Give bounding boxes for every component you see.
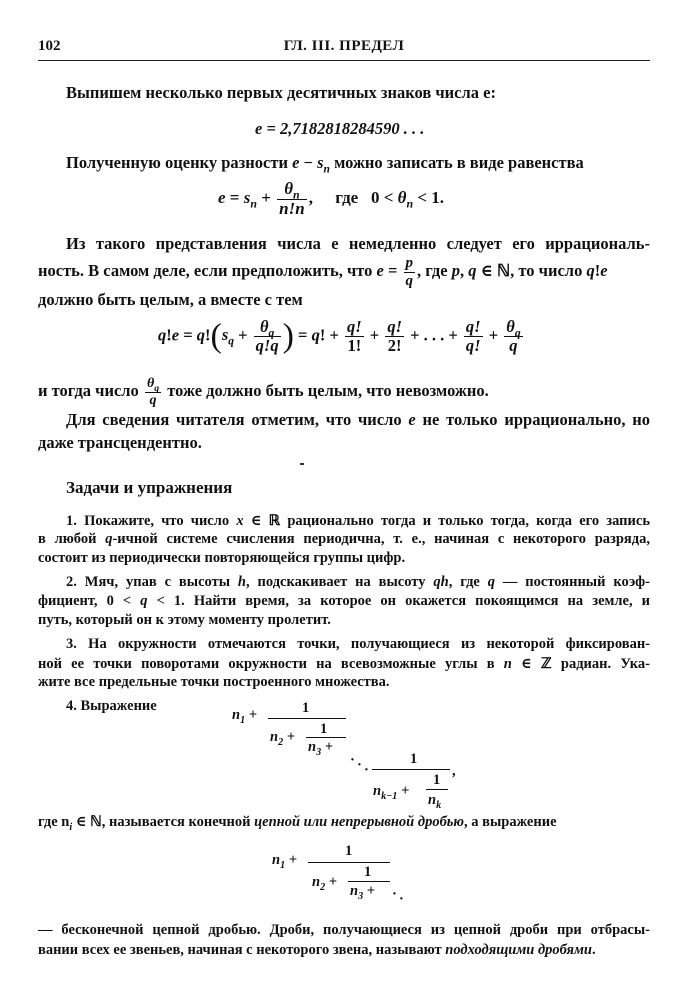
fraction-theta-n: $\frac{\theta_n}{n!n}$ xyxy=(279,179,305,218)
exercise-1-line-2: в любой q-ичной системе счисления периодична, т. е., начиная с некоторого разряда, xyxy=(38,531,650,547)
term-continued-fraction: непрерывной дробью xyxy=(330,814,465,830)
chapter-title: ГЛ. III. ПРЕДЕЛ xyxy=(283,38,405,54)
paragraph-1: Выпишем несколько первых десятичных знаков числа e: xyxy=(66,83,496,102)
exercise-3-line-3: жите все предельные точки построенного множества. xyxy=(38,674,390,690)
term-chain-fraction: цепной xyxy=(254,814,301,830)
equation-q-factorial-e: $q!e = q!(s_q$ + $\frac{\theta_q}{q!q}$ ) = q! + $\frac{q!}{1!}$ + $\frac{q!}{2!}$ + . . . + $\frac{q!}{q!}$ + $\frac{\theta_q}{q}$ xyxy=(158,317,521,356)
book-page: 102 ГЛ. III. ПРЕДЕЛ Выпишем несколько первых десятичных знаков числа e: e = 2,7182818284590 . . . Полученную оценку разности $e - s_n$ можно записать в виде равенства $e = s_n$ + $\frac{\theta_n}{n!n}$ , где $0 < \theta_n < 1$. Из такого представления числа e немедленно следует его иррациональ- ность. В самом деле, если предположить, что e = $\frac{p}{q}$ , где p, q ∈ ℕ, то число q!e должно быть целым, а вместе с тем $q!e = q!(s_q$ + $\frac{\theta_q}{q!q}$ ) = q! + $\frac{q!}{1!}$ + $\frac{q!}{2!}$ + . . . + $\frac{q!}{q!}$ + $\frac{\theta_q}{q}$ и тогда число $\frac{\theta_q}{q}$ тоже должно быть целым, что невозможно. Для сведения читателя отметим, что число e не только иррационально, но даже трансцендентно. Задачи и упражнения 1. Покажите, что число x ∈ ℝ рационально тогда и только тогда, когда его запись в любой q-ичной системе счисления периодична, т. е., начиная с некоторого разряда, состоит из периодически повторяющейся группы цифр. 2. Мяч, упав с высоты h, подскакивает на высоту qh, где q — постоянный коэф- фициент, 0 < q < 1. Найти время, за которое он окажется покоящимся на земле, и путь, который он к этому моменту пролетит. 3. На окружности отмечаются точки, получающиеся из некоторой фиксирован- ной ее точки поворотами окружности на всевозможные углы в n ∈ ℤ радиан. Ука- жите все предельные точки построенного множества. 4. Выражение $n_1$ + 1 $n_2$ + 1 $n_3$ + · · · 1 $n_{k-1}$ + 1 $n_k$ , где $n_i$ ∈ ℕ, называется конечной цепной или непрерывной дробью, а выражение $n_1$ + 1 $n_2$ + 1 $n_3$ + · · — бесконечной цепной дробью. Дроби, получающиеся из цепной дроби при отбрасы- вании всех ее звеньев, начиная с некоторого звена, называют подходящими дробями. xyxy=(38,38,651,958)
paragraph-5-line-1: Для сведения читателя отметим, что число e не только иррационально, но xyxy=(66,410,650,429)
paragraph-3-line-1: Из такого представления числа e немедленно следует его иррациональ- xyxy=(66,234,650,253)
exercise-2-line-3: путь, который он к этому моменту пролетит. xyxy=(38,612,331,628)
exercise-1-line-3: состоит из периодически повторяющейся группы цифр. xyxy=(38,550,406,566)
print-speck xyxy=(300,463,304,465)
exercise-2-line-2: фициент, 0 < q < 1. Найти время, за которое он окажется покоящимся на земле, и xyxy=(38,593,650,609)
equation-remainder: $e = s_n$ + $\frac{\theta_n}{n!n}$ , где $0 < \theta_n < 1$. xyxy=(218,179,445,218)
paragraph-2: Полученную оценку разности $e - s_n$ можно записать в виде равенства xyxy=(66,153,584,176)
term-convergents: подходящими дробями xyxy=(445,942,592,958)
page-number: 102 xyxy=(38,38,61,54)
exercise-4-last-line-2: вании всех ее звеньев, начиная с некоторого звена, называют подходящими дробями. xyxy=(38,942,596,958)
paragraph-3-line-2: ность. В самом деле, если предположить, что e = $\frac{p}{q}$ , где p, q ∈ ℕ, то число q!e xyxy=(38,255,608,289)
exercise-3-line-1: 3. На окружности отмечаются точки, получающиеся из некоторой фиксирован- xyxy=(66,636,650,652)
paragraph-3-line-3: должно быть целым, а вместе с тем xyxy=(38,290,303,309)
exercise-1-line-1: 1. Покажите, что число x ∈ ℝ рационально тогда и только тогда, когда его запись xyxy=(66,513,650,529)
paragraph-5-line-2: даже трансцендентно. xyxy=(38,433,202,452)
running-header xyxy=(38,38,650,58)
exercise-3-line-2: ной ее точки поворотами окружности на всевозможные углы в n ∈ ℤ радиан. Ука- xyxy=(38,656,650,672)
paragraph-4: и тогда число $\frac{\theta_q}{q}$ тоже должно быть целым, что невозможно. xyxy=(38,376,489,408)
section-heading-exercises: Задачи и упражнения xyxy=(66,478,233,497)
equation-e-value: e = 2,7182818284590 . . . xyxy=(255,119,425,138)
exercise-2-line-1: 2. Мяч, упав с высоты h, подскакивает на высоту qh, где q — постоянный коэф- xyxy=(66,574,651,590)
exercise-4-last-line-1: — бесконечной цепной дробью. Дроби, получающиеся из цепной дроби при отбрасы- xyxy=(38,922,650,938)
exercise-4-definition: где $n_i$ ∈ ℕ, называется конечной цепной или непрерывной дробью, а выражение xyxy=(38,814,557,833)
header-rule xyxy=(38,60,650,61)
exercise-4-intro: 4. Выражение xyxy=(66,698,157,714)
